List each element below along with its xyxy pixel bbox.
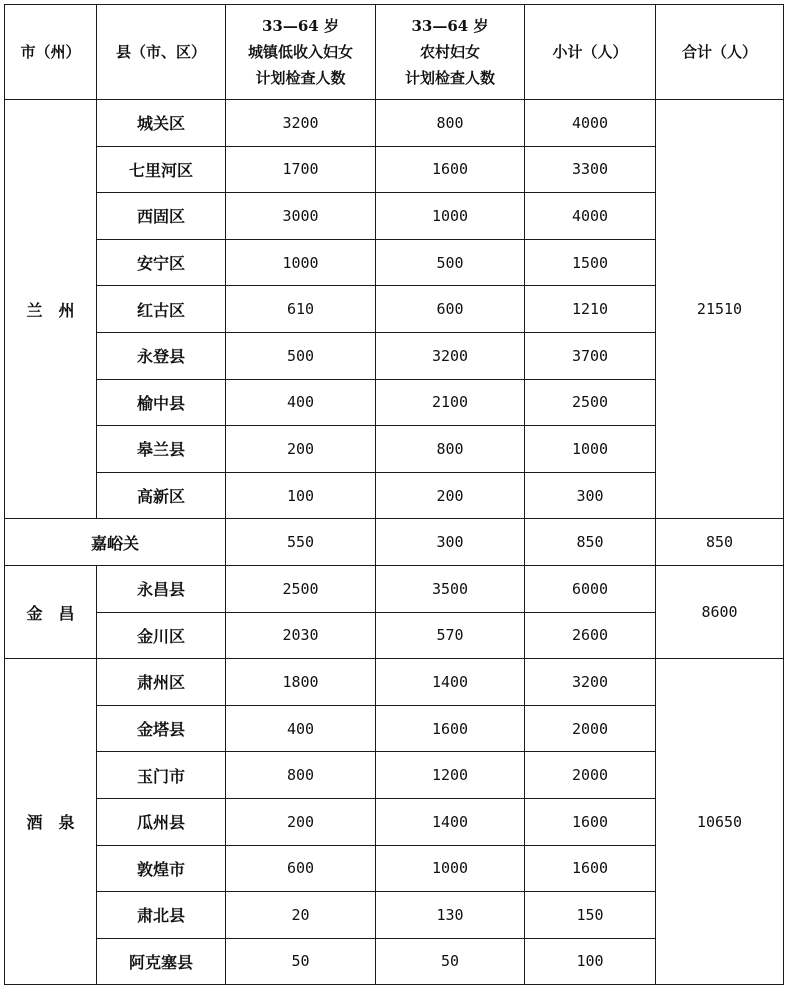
county-cell: 玉门市 — [97, 752, 226, 799]
rural-count-cell: 50 — [376, 938, 525, 985]
rural-count-cell: 200 — [376, 472, 525, 519]
county-cell: 阿克塞县 — [97, 938, 226, 985]
urban-count-cell: 600 — [226, 845, 376, 892]
subtotal-cell: 3200 — [525, 659, 656, 706]
county-cell: 皋兰县 — [97, 426, 226, 473]
screening-plan-table — [4, 4, 784, 985]
rural-count-cell: 1400 — [376, 798, 525, 845]
urban-count-cell: 400 — [226, 379, 376, 426]
urban-count-cell: 610 — [226, 286, 376, 333]
urban-count-cell: 200 — [226, 798, 376, 845]
table-row — [5, 565, 784, 612]
rural-count-cell: 1400 — [376, 659, 525, 706]
subtotal-cell: 2600 — [525, 612, 656, 659]
urban-count-cell: 1000 — [226, 239, 376, 286]
rural-count-cell: 300 — [376, 519, 525, 566]
urban-count-cell: 500 — [226, 332, 376, 379]
header-row — [5, 5, 784, 100]
subtotal-cell: 1500 — [525, 239, 656, 286]
subtotal-cell: 100 — [525, 938, 656, 985]
urban-count-cell: 400 — [226, 705, 376, 752]
rural-count-cell: 3500 — [376, 565, 525, 612]
rural-count-cell: 1600 — [376, 146, 525, 193]
subtotal-cell: 1210 — [525, 286, 656, 333]
total-cell: 850 — [656, 519, 784, 566]
table-row — [5, 100, 784, 147]
county-cell: 瓜州县 — [97, 798, 226, 845]
table-body — [5, 5, 784, 985]
header-rural-line1: 33—64 岁 — [411, 17, 489, 35]
urban-count-cell: 2500 — [226, 565, 376, 612]
county-cell: 榆中县 — [97, 379, 226, 426]
urban-count-cell: 550 — [226, 519, 376, 566]
city-cell: 嘉峪关 — [5, 519, 226, 566]
rural-count-cell: 1600 — [376, 705, 525, 752]
table-row — [5, 659, 784, 706]
header-urban-line3: 计划检查人数 — [255, 69, 346, 87]
header-urban-line2: 城镇低收入妇女 — [247, 43, 353, 61]
county-cell: 红古区 — [97, 286, 226, 333]
subtotal-cell: 6000 — [525, 565, 656, 612]
header-total: 合计（人） — [656, 5, 784, 100]
urban-count-cell: 3000 — [226, 193, 376, 240]
county-cell: 城关区 — [97, 100, 226, 147]
county-cell: 金塔县 — [97, 705, 226, 752]
city-cell: 兰 州 — [5, 100, 97, 519]
rural-count-cell: 570 — [376, 612, 525, 659]
subtotal-cell: 1000 — [525, 426, 656, 473]
header-rural-line2: 农村妇女 — [419, 43, 480, 61]
rural-count-cell: 130 — [376, 892, 525, 939]
subtotal-cell: 4000 — [525, 193, 656, 240]
county-cell: 永昌县 — [97, 565, 226, 612]
subtotal-cell: 850 — [525, 519, 656, 566]
table-row — [5, 519, 784, 566]
rural-count-cell: 1200 — [376, 752, 525, 799]
rural-count-cell: 2100 — [376, 379, 525, 426]
urban-count-cell: 100 — [226, 472, 376, 519]
county-cell: 高新区 — [97, 472, 226, 519]
header-urban-women — [226, 5, 376, 100]
city-cell: 酒 泉 — [5, 659, 97, 985]
urban-count-cell: 20 — [226, 892, 376, 939]
rural-count-cell: 800 — [376, 426, 525, 473]
city-cell: 金 昌 — [5, 565, 97, 658]
subtotal-cell: 2000 — [525, 705, 656, 752]
subtotal-cell: 300 — [525, 472, 656, 519]
county-cell: 西固区 — [97, 193, 226, 240]
total-cell: 21510 — [656, 100, 784, 519]
subtotal-cell: 2000 — [525, 752, 656, 799]
county-cell: 七里河区 — [97, 146, 226, 193]
subtotal-cell: 1600 — [525, 798, 656, 845]
subtotal-cell: 150 — [525, 892, 656, 939]
subtotal-cell: 3700 — [525, 332, 656, 379]
urban-count-cell: 200 — [226, 426, 376, 473]
rural-count-cell: 800 — [376, 100, 525, 147]
urban-count-cell: 800 — [226, 752, 376, 799]
urban-count-cell: 1800 — [226, 659, 376, 706]
urban-count-cell: 50 — [226, 938, 376, 985]
total-cell: 8600 — [656, 565, 784, 658]
subtotal-cell: 1600 — [525, 845, 656, 892]
rural-count-cell: 600 — [376, 286, 525, 333]
header-county: 县（市、区） — [97, 5, 226, 100]
rural-count-cell: 1000 — [376, 193, 525, 240]
county-cell: 金川区 — [97, 612, 226, 659]
header-rural-women — [376, 5, 525, 100]
county-cell: 肃州区 — [97, 659, 226, 706]
header-rural-line3: 计划检查人数 — [404, 69, 495, 87]
county-cell: 安宁区 — [97, 239, 226, 286]
subtotal-cell: 2500 — [525, 379, 656, 426]
header-city: 市（州） — [5, 5, 97, 100]
urban-count-cell: 1700 — [226, 146, 376, 193]
county-cell: 肃北县 — [97, 892, 226, 939]
urban-count-cell: 2030 — [226, 612, 376, 659]
county-cell: 敦煌市 — [97, 845, 226, 892]
urban-count-cell: 3200 — [226, 100, 376, 147]
header-urban-line1: 33—64 岁 — [262, 17, 339, 35]
county-cell: 永登县 — [97, 332, 226, 379]
header-subtotal: 小计（人） — [525, 5, 656, 100]
rural-count-cell: 1000 — [376, 845, 525, 892]
total-cell: 10650 — [656, 659, 784, 985]
rural-count-cell: 500 — [376, 239, 525, 286]
subtotal-cell: 4000 — [525, 100, 656, 147]
rural-count-cell: 3200 — [376, 332, 525, 379]
subtotal-cell: 3300 — [525, 146, 656, 193]
